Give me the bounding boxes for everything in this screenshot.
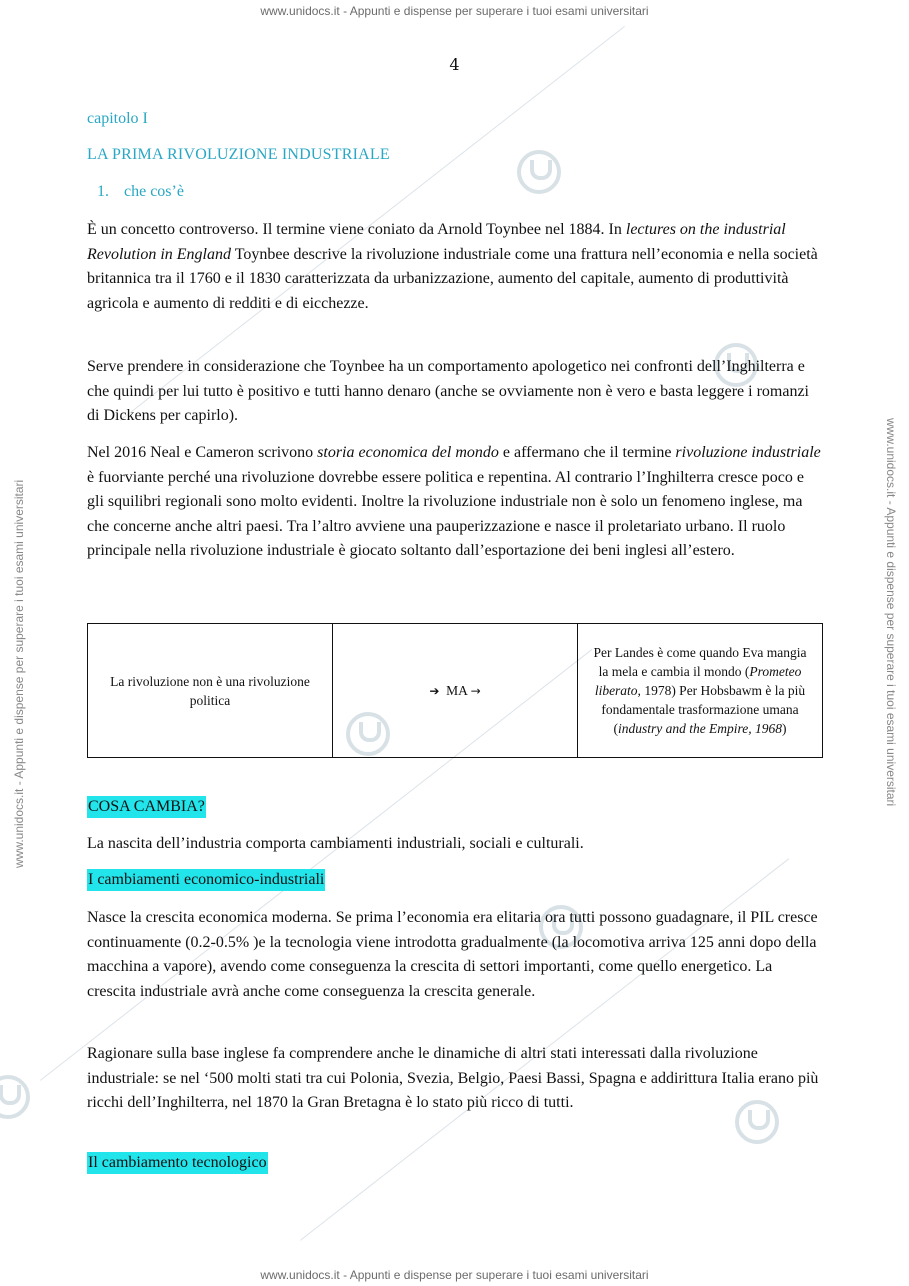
book-title: storia economica del mondo <box>317 444 499 461</box>
watermark-left: www.unidocs.it - Appunti e dispense per superare i tuoi esami universitari <box>12 479 26 868</box>
watermark-top: www.unidocs.it - Appunti e dispense per superare i tuoi esami universitari <box>260 4 649 18</box>
highlight-tecnologico: Il cambiamento tecnologico <box>87 1152 268 1174</box>
paragraph-ragionare: Ragionare sulla base inglese fa comprendere anche le dinamiche di altri stati interessati dalla rivoluzione industriale: se nel ‘500 molti stati tra cui Polonia, Svezia, Belgio, Paesi Bassi, Spagna e addirittura Italia erano più ricchi dell’Inghilterra, nel 1870 la Gran Bretagna è lo stato più ricco di tutti. <box>87 1045 819 1112</box>
table-cell-right <box>578 624 823 758</box>
arrow-right-icon: → <box>470 683 481 698</box>
text: Per Landes è come quando Eva mangia la mela e cambia il mondo ( <box>593 645 807 679</box>
ma-label: MA <box>446 682 468 698</box>
watermark-logo-icon <box>517 150 561 194</box>
table-cell-middle <box>333 624 578 758</box>
book-title: Prometeo liberato, <box>594 664 802 698</box>
book-title: lectures on the industrial Revolution in England <box>87 221 786 263</box>
section-label: che cos’è <box>124 183 184 200</box>
text: È un concetto controverso. Il termine viene coniato da Arnold Toynbee nel 1884. In <box>87 221 626 238</box>
paragraph-apologetic: Serve prendere in considerazione che Toynbee ha un comportamento apologetico nei confronti dell’Inghilterra e che quindi per lui tutto è positivo e tutti hanno denaro (anche se ovviamente non è vero e basta leggere i romanzi di Dickens per capirlo). <box>87 358 809 425</box>
chapter-label: capitolo I <box>87 110 148 127</box>
text: è fuorviante perché una rivoluzione dovrebbe essere politica e repentina. Al contrario l’Inghilterra cresce poco e gli squilibri regionali sono molto evidenti. Inoltre la rivoluzione industriale non è solo un fenomeno inglese, ma che concerne anche altri paesi. Tra l’altro avviene una pauperizzazione e nasce il proletariato urbano. Il ruolo principale nella rivoluzione industriale è giocato soltanto dall’esportazione dei beni inglesi all’estero. <box>87 468 805 560</box>
text: e affermano che il termine <box>498 444 676 461</box>
watermark-right: www.unidocs.it - Appunti e dispense per superare i tuoi esami universitari <box>884 418 898 807</box>
comparison-table <box>87 623 823 758</box>
text: Nel 2016 Neal e Cameron scrivono <box>87 444 318 461</box>
section-number: 1. <box>97 183 109 200</box>
term: rivoluzione industriale <box>675 444 821 461</box>
table-cell-left: La rivoluzione non è una rivoluzione politica <box>88 624 333 758</box>
watermark-bottom: www.unidocs.it - Appunti e dispense per superare i tuoi esami universitari <box>260 1268 649 1282</box>
arrow-right-icon: ➔ <box>429 683 440 698</box>
text: Toynbee descrive la rivoluzione industriale come una frattura nell’economia e nella società britannica tra il 1760 e il 1830 caratterizzata da urbanizzazione, aumento del capitale, aumento di produttività agricola e aumento di redditi e di eicchezze. <box>87 245 818 312</box>
paragraph-crescita: Nasce la crescita economica moderna. Se prima l’economia era elitaria ora tutti possono guadagnare, il PIL cresce continuamente (0.2-0.5% )e la tecnologia viene introdotta gradualmente (la locomotiva arriva 125 anni dopo della macchina a vapore), avendo come conseguenza la crescita di settori importanti, come quello energetico. La crescita industriale avrà anche come conseguenza la crescita generale. <box>87 909 818 1000</box>
paragraph-toynbee <box>87 218 823 316</box>
text: 1978) Per Hobsbawm è la più fondamentale trasformazione umana ( <box>601 683 806 736</box>
watermark-logo-icon <box>0 1075 30 1119</box>
section-heading <box>97 183 184 201</box>
paragraph-neal-cameron <box>87 441 823 564</box>
highlight-economico: I cambiamenti economico-industriali <box>87 869 325 891</box>
paragraph-nascita: La nascita dell’industria comporta cambiamenti industriali, sociali e culturali. <box>87 835 584 852</box>
book-title: industry and the Empire, 1968 <box>617 721 783 736</box>
text: ) <box>782 721 787 736</box>
chapter-title: LA PRIMA RIVOLUZIONE INDUSTRIALE <box>87 146 390 163</box>
highlight-cosa-cambia: COSA CAMBIA? <box>87 796 206 818</box>
page-number: 4 <box>449 55 460 74</box>
